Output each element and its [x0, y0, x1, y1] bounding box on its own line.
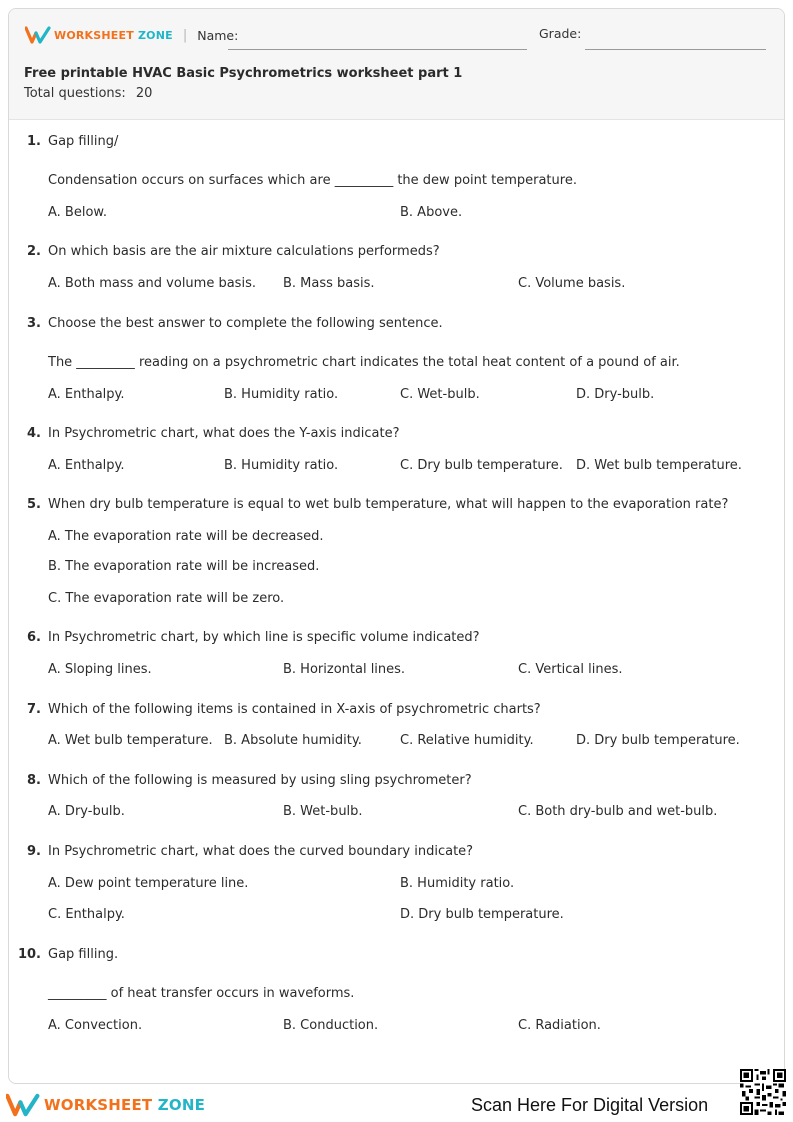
question-text: Which of the following items is contained in X-axis of psychrometric charts? — [48, 702, 541, 717]
answer-option[interactable]: D. Dry bulb temperature. — [576, 733, 740, 748]
question-statement: Condensation occurs on surfaces which are _________ the dew point temperature. — [48, 173, 577, 188]
total-questions — [24, 86, 152, 101]
answer-option[interactable]: A. Dry-bulb. — [48, 804, 125, 819]
answer-option[interactable]: A. Sloping lines. — [48, 662, 152, 677]
scan-text: Scan Here For Digital Version — [471, 1095, 709, 1115]
answer-option[interactable]: A. Enthalpy. — [48, 458, 125, 473]
answer-option[interactable]: B. Horizontal lines. — [283, 662, 406, 677]
header-logo — [25, 25, 238, 45]
question-number: 10. — [17, 947, 41, 962]
answer-option[interactable]: A. Convection. — [48, 1018, 143, 1033]
worksheet-sheet — [8, 8, 785, 1084]
answer-option[interactable]: B. Humidity ratio. — [400, 876, 515, 891]
total-questions-value: 20 — [135, 86, 153, 101]
total-questions-label: Total questions: — [24, 86, 126, 101]
answer-option[interactable]: C. Dry bulb temperature. — [400, 458, 563, 473]
answer-option[interactable]: A. Both mass and volume basis. — [48, 276, 256, 291]
worksheet-title: Free printable HVAC Basic Psychrometrics worksheet part 1 — [24, 66, 463, 81]
answer-option[interactable]: B. Mass basis. — [283, 276, 375, 291]
question-text: In Psychrometric chart, by which line is specific volume indicated? — [48, 630, 480, 645]
question-text: On which basis are the air mixture calculations performeds? — [48, 244, 440, 259]
header-separator: | — [182, 27, 188, 43]
question-number: 3. — [27, 316, 41, 331]
question-number: 4. — [27, 426, 41, 441]
answer-option[interactable]: B. Humidity ratio. — [224, 458, 339, 473]
grade-label: Grade: — [539, 26, 582, 41]
question-number: 7. — [27, 702, 41, 717]
answer-option[interactable]: B. Above. — [400, 205, 463, 220]
footer-wordmark: WORKSHEET ZONE — [44, 1096, 206, 1114]
question-text: In Psychrometric chart, what does the Y-axis indicate? — [48, 426, 400, 441]
question-text: When dry bulb temperature is equal to wet bulb temperature, what will happen to the evaporation rate? — [48, 497, 729, 512]
question-number: 6. — [27, 630, 41, 645]
question-text: In Psychrometric chart, what does the curved boundary indicate? — [48, 844, 474, 859]
footer-logo — [6, 1093, 205, 1117]
answer-option[interactable]: A. Wet bulb temperature. — [48, 733, 213, 748]
name-label: Name: — [197, 27, 239, 43]
answer-option[interactable]: C. Enthalpy. — [48, 907, 125, 922]
question-text: Choose the best answer to complete the following sentence. — [48, 316, 443, 331]
answer-option[interactable]: B. Absolute humidity. — [224, 733, 362, 748]
question-number: 1. — [27, 134, 41, 149]
qr-code-icon[interactable] — [740, 1069, 786, 1115]
answer-option[interactable]: A. Enthalpy. — [48, 387, 125, 402]
answer-option[interactable]: D. Dry bulb temperature. — [400, 907, 564, 922]
answer-option[interactable]: A. Below. — [48, 205, 107, 220]
answer-option[interactable]: A. Dew point temperature line. — [48, 876, 249, 891]
worksheet-zone-logo-icon — [25, 26, 51, 44]
answer-option[interactable]: B. Conduction. — [283, 1018, 379, 1033]
answer-option[interactable]: C. The evaporation rate will be zero. — [48, 591, 285, 606]
answer-option[interactable]: D. Wet bulb temperature. — [576, 458, 742, 473]
answer-option[interactable]: C. Radiation. — [518, 1018, 601, 1033]
question-text: Gap filling/ — [48, 134, 119, 149]
worksheet-zone-logo-icon — [6, 1093, 40, 1117]
answer-option[interactable]: D. Dry-bulb. — [576, 387, 655, 402]
question-statement: The _________ reading on a psychrometric chart indicates the total heat content of a pound of air. — [48, 355, 680, 370]
answer-option[interactable]: C. Both dry-bulb and wet-bulb. — [518, 804, 718, 819]
logo-wordmark: WORKSHEET ZONE — [54, 28, 173, 42]
answer-option[interactable]: C. Volume basis. — [518, 276, 626, 291]
question-number: 9. — [27, 844, 41, 859]
question-number: 2. — [27, 244, 41, 259]
question-text: Gap filling. — [48, 947, 119, 962]
answer-option[interactable]: B. The evaporation rate will be increased. — [48, 559, 320, 574]
question-number: 8. — [27, 773, 41, 788]
answer-option[interactable]: B. Wet-bulb. — [283, 804, 363, 819]
answer-option[interactable]: B. Humidity ratio. — [224, 387, 339, 402]
answer-option[interactable]: A. The evaporation rate will be decreased. — [48, 529, 324, 544]
question-number: 5. — [27, 497, 41, 512]
question-text: Which of the following is measured by using sling psychrometer? — [48, 773, 472, 788]
answer-option[interactable]: C. Relative humidity. — [400, 733, 534, 748]
worksheet-header — [9, 9, 784, 120]
name-field[interactable] — [228, 38, 527, 50]
answer-option[interactable]: C. Vertical lines. — [518, 662, 623, 677]
question-statement: _________ of heat transfer occurs in waveforms. — [48, 986, 355, 1001]
grade-field[interactable] — [585, 38, 766, 50]
answer-option[interactable]: C. Wet-bulb. — [400, 387, 480, 402]
